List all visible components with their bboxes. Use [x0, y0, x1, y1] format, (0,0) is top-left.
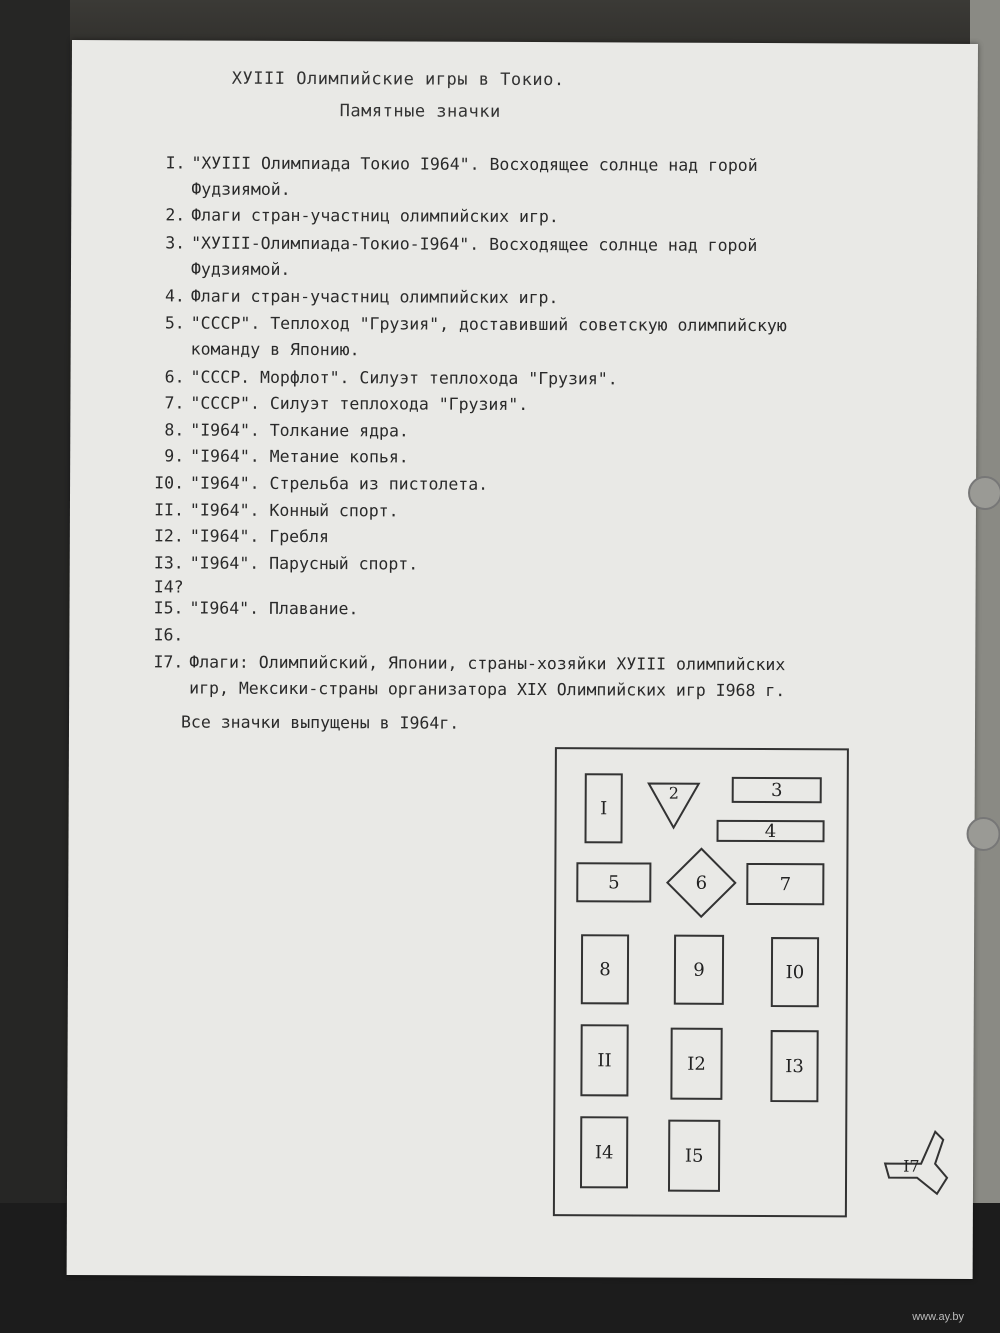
item-text: "I964". Плавание.: [189, 598, 359, 619]
badge-slot-label: 2: [668, 783, 679, 803]
item-text: "I964". Толкание ядра.: [190, 420, 409, 441]
item-number: I2.: [153, 526, 184, 546]
item-text: "I964". Метание копья.: [190, 446, 409, 467]
document-title: ХУIII Олимпийские игры в Токио.: [231, 68, 565, 91]
item-text: Флаги стран-участниц олимпийских игр.: [190, 286, 559, 308]
badge-slot: I2: [670, 1028, 722, 1100]
badge-slot: 9: [674, 935, 724, 1005]
item-number: I6.: [153, 625, 184, 645]
item-number: 4.: [164, 286, 185, 306]
item-number: I0.: [154, 473, 185, 493]
item-number: 2.: [165, 205, 186, 225]
punch-hole: [968, 476, 1000, 510]
badge-slot: II: [580, 1024, 628, 1096]
item-text: Флаги стран-участниц олимпийских игр.: [191, 205, 559, 227]
item-number: I5.: [153, 598, 184, 618]
badge-slot: 5: [576, 862, 651, 902]
badge-layout-diagram: [553, 747, 849, 1217]
item-number: I7.: [153, 652, 184, 672]
badge-slot: I: [585, 773, 623, 843]
list-item: [138, 150, 858, 199]
item-number: 9.: [164, 446, 185, 466]
item-number: I4?: [153, 577, 184, 597]
item-number: 3.: [165, 233, 186, 253]
item-text: "ХУIII-Олимпиада-Токио-I964". Восходящее солнце над горой Фудзиямой.: [190, 233, 758, 279]
item-text: "ХУIII Олимпиада Токио I964". Восходящее солнце над горой Фудзиямой.: [191, 153, 758, 199]
document-page: [67, 40, 978, 1279]
item-text: "СССР. Морфлот". Силуэт теплохода "Грузия".: [190, 367, 618, 389]
diamond-slot: [666, 848, 736, 918]
item-text: Флаги: Олимпийский, Японии, страны-хозяйки ХУIII олимпийских игр, Мексики-страны организатора XIX Олимпийских игр I968 г.: [189, 652, 786, 701]
badge-slot: 3: [732, 777, 822, 803]
badge-list: [138, 150, 858, 701]
item-text: "СССР". Теплоход "Грузия", доставивший советскую олимпийскую команду в Японию.: [190, 313, 787, 360]
footer-note: Все значки выпущены в I964г.: [180, 712, 460, 733]
badge-slot: I4: [580, 1116, 628, 1188]
item-number: I.: [165, 153, 186, 173]
item-text: "СССР". Силуэт теплохода "Грузия".: [190, 393, 529, 414]
background-left: [0, 0, 70, 1333]
document-subtitle: Памятные значки: [339, 101, 501, 122]
item-text: "I964". Конный спорт.: [189, 500, 399, 521]
badge-slot: 4: [717, 820, 825, 842]
badge-slot: I3: [770, 1030, 818, 1102]
item-number: II.: [154, 500, 184, 520]
item-number: 7.: [164, 393, 185, 413]
list-item: [136, 595, 856, 619]
badge-slot: I5: [668, 1120, 720, 1192]
item-number: 5.: [164, 313, 185, 333]
punch-hole: [966, 817, 1000, 851]
item-text: "I964". Стрельба из пистолета.: [190, 473, 489, 494]
badge-slot: 7: [746, 863, 824, 905]
item-number: 6.: [164, 367, 185, 387]
watermark: www.ay.by: [912, 1311, 964, 1323]
badge-slot-label: I7: [903, 1156, 920, 1176]
badge-slot: I0: [771, 937, 819, 1007]
item-number: 8.: [164, 420, 185, 440]
item-text: "I964". Гребля: [189, 526, 329, 547]
badge-slot: 8: [581, 934, 629, 1004]
badge-slot-label: 6: [695, 872, 708, 894]
item-number: I3.: [153, 553, 184, 573]
list-item: [135, 649, 855, 701]
item-text: "I964". Парусный спорт.: [189, 553, 419, 574]
